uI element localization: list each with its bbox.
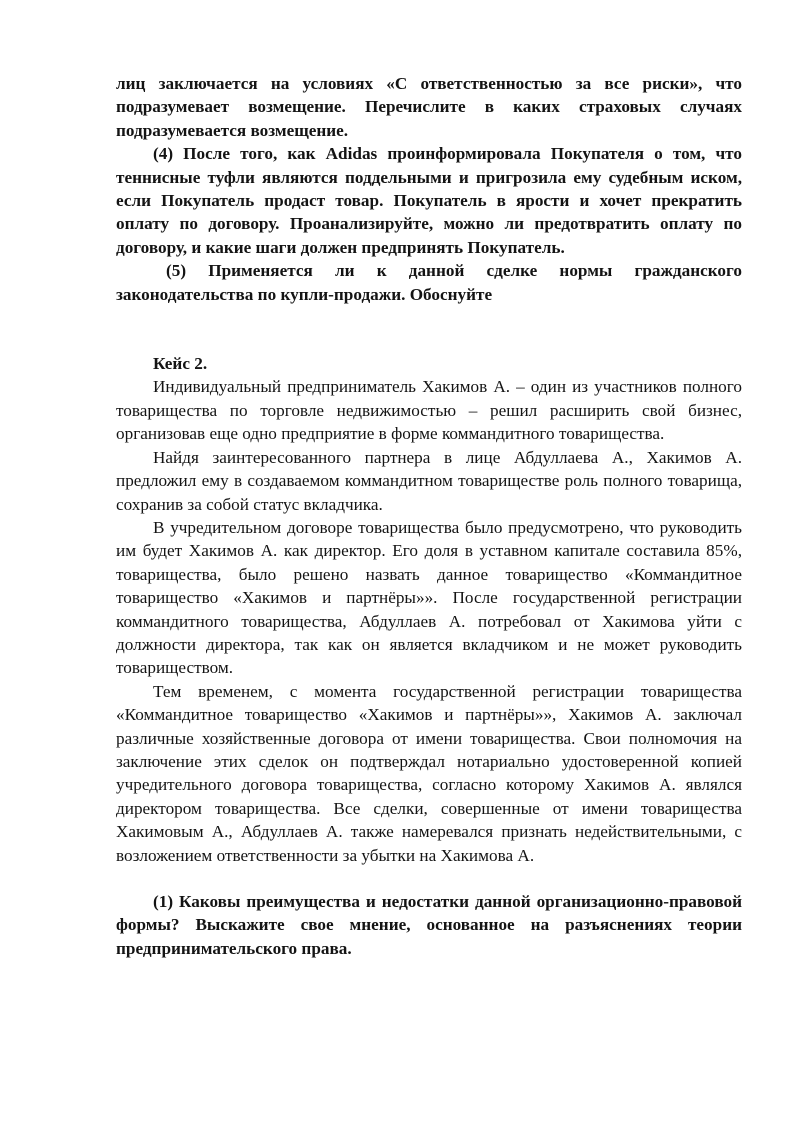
case-paragraph-1: Индивидуальный предприниматель Хакимов А. – один из участников полного товарищества по торговле недвижимостью – решил расширить свой бизнес, организовав еще одно предприятие в форме коммандитного товарищества. bbox=[116, 377, 742, 444]
document-page bbox=[116, 72, 742, 960]
case-paragraph-3: В учредительном договоре товарищества было предусмотрено, что руководить им будет Хакимов А. как директор. Его доля в уставном капитале составила 85%, товарищества, было решено назвать данное товарищество «Коммандитное товарищество «Хакимов и партнёры»». После государственной регистрации коммандитного товарищества, Абдуллаев А. потребовал от Хакимова уйти с должности директора, так как он является вкладчиком и не может руководить товариществом. bbox=[116, 517, 742, 678]
question-1: (1) Каковы преимущества и недостатки данной организационно-правовой формы? Выскажите свое мнение, основанное на разъяснениях теории предпринимательского права. bbox=[116, 892, 742, 958]
case-paragraph-4: Тем временем, с момента государственной регистрации товарищества «Коммандитное товарищество «Хакимов и партнёры»», Хакимов А. заключал различные хозяйственные договора от имени товарищества. Свои полномочия на заключение этих сделок он подтверждал нотариально удостоверенной копией учредительного договора товарищества, согласно которому Хакимов А. являлся директором товарищества. Все сделки, совершенные от имени товарищества Хакимовым А., Абдуллаев А. также намеревался признать недействительными, с возложением ответственности за убытки на Хакимова А. bbox=[116, 681, 742, 865]
case-paragraph-2: Найдя заинтересованного партнера в лице Абдуллаева А., Хакимов А. предложил ему в создаваемом коммандитном товариществе роль полного товарища, сохранив за собой статус вкладчика. bbox=[116, 447, 742, 514]
question-4: (4) После того, как Adidas проинформировала Покупателя о том, что теннисные туфли являются поддельными и пригрозила ему судебным иском, если Покупатель продаст товар. Покупатель в ярости и хочет прекратить оплату по договору. Проанализируйте, можно ли предотвратить оплату по договору, и какие шаги должен предпринять Покупатель. bbox=[116, 144, 742, 257]
spacer bbox=[116, 867, 742, 890]
case-heading: Кейс 2. bbox=[153, 354, 208, 374]
paragraph-insurance-question: лиц заключается на условиях «С ответственностью за все риски», что подразумевает возмещение. Перечислите в каких страховых случаях подразумевается возмещение. bbox=[116, 74, 742, 140]
spacer bbox=[116, 306, 742, 352]
question-5: (5) Применяется ли к данной сделке нормы гражданского законодательства по купли-продажи. Обоснуйте bbox=[116, 261, 742, 304]
